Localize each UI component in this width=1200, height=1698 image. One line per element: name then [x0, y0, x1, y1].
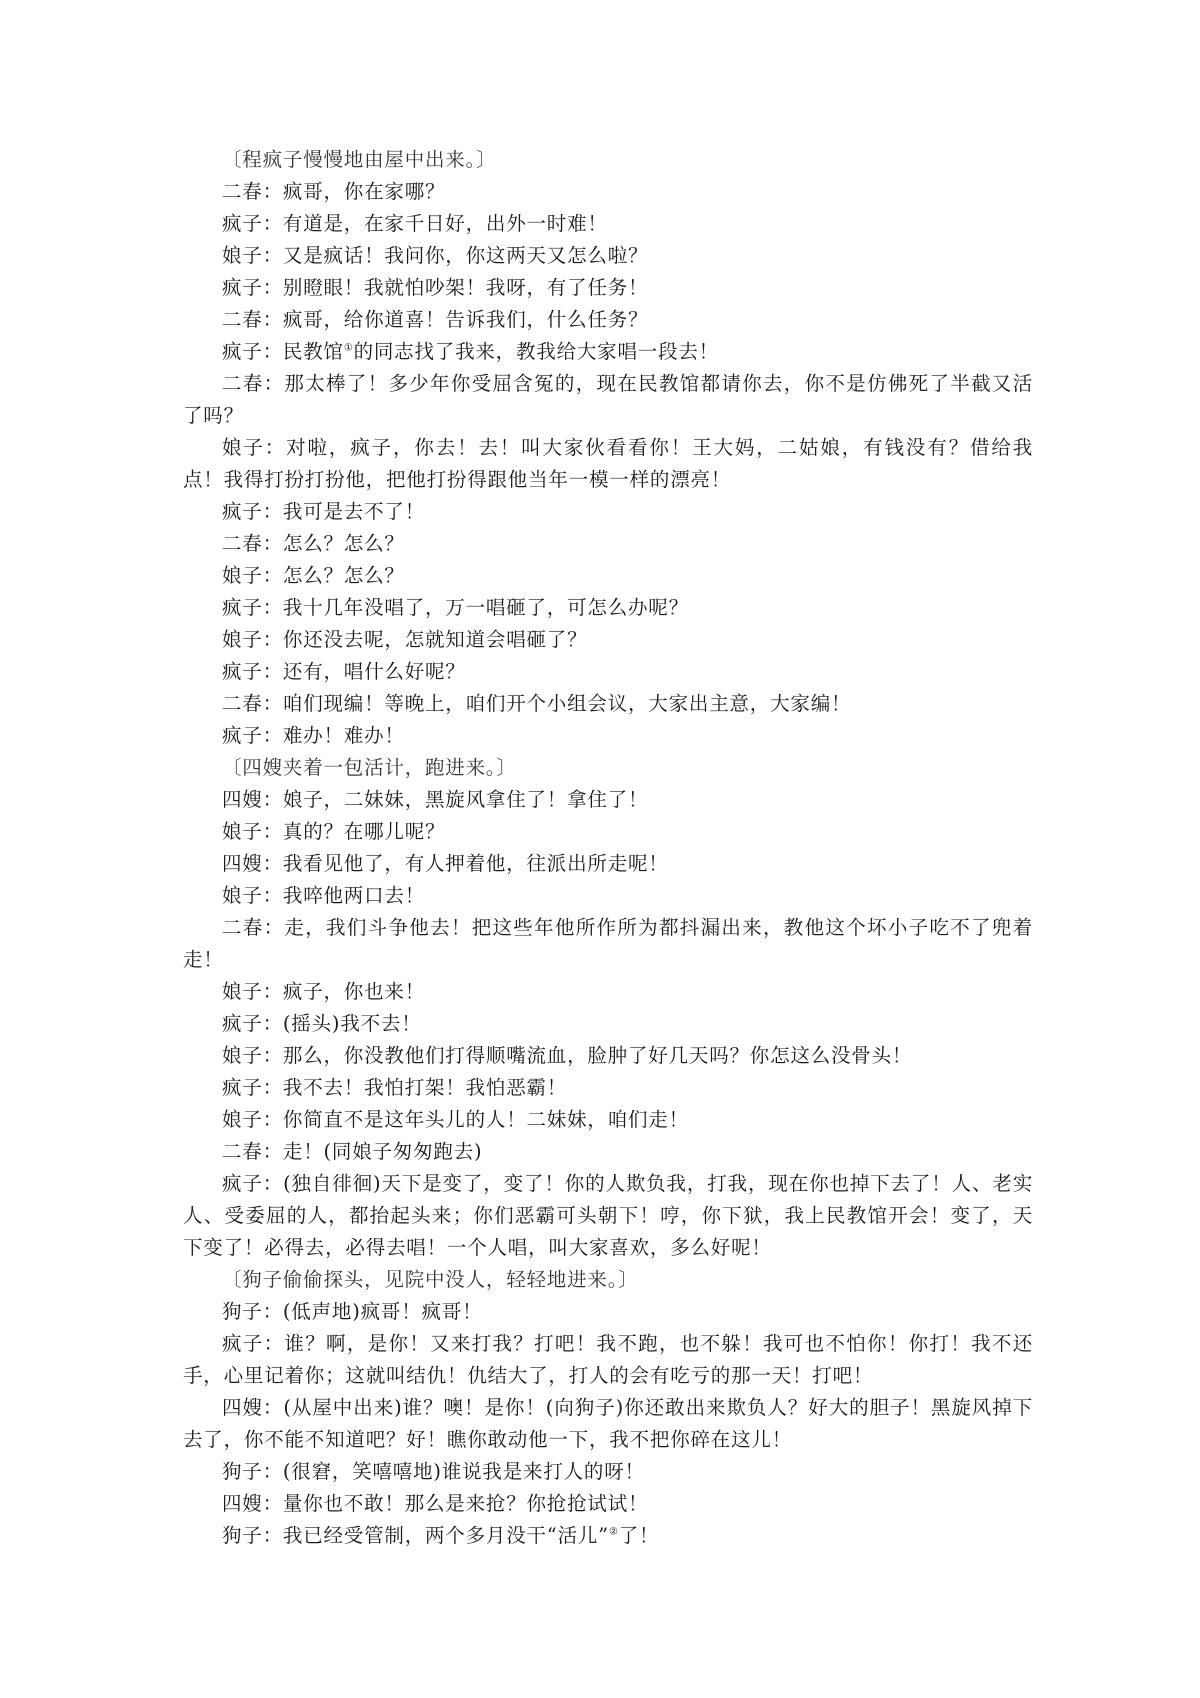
footnote-marker: ②	[608, 1526, 619, 1538]
dialog-line: 疯子：难办！难办！	[222, 724, 405, 747]
dialog-line: 娘子：你还没去呢，怎就知道会唱砸了？	[222, 628, 588, 651]
dialog-line: 疯子：谁？啊，是你！又来打我？打吧！我不跑，也不躲！我可也不怕你！你打！我不还手，心里记着你；这就叫结仇！仇结大了，打人的会有吃亏的那一天！打吧！	[183, 1332, 1033, 1387]
dialog-text: 疯子：民教馆	[222, 340, 344, 363]
script-page	[183, 144, 1033, 1552]
dialog-line: 疯子：(摇头)我不去！	[222, 1012, 422, 1035]
dialog-line: 疯子：还有，唱什么好呢？	[222, 660, 466, 683]
dialog-line-with-footnote	[183, 336, 1033, 368]
dialog-line: 二春：怎么？怎么？	[222, 532, 405, 555]
dialog-line: 娘子：怎么？怎么？	[222, 564, 405, 587]
dialog-line: 疯子：别瞪眼！我就怕吵架！我呀，有了任务！	[222, 276, 649, 299]
stage-direction: 〔程疯子慢慢地由屋中出来。〕	[222, 148, 497, 171]
dialog-line: 狗子：(很窘，笑嘻嘻地)谁说我是来打人的呀！	[222, 1460, 645, 1483]
dialog-line: 狗子：(低声地)疯哥！疯哥！	[222, 1300, 483, 1323]
dialog-line: 娘子：疯子，你也来！	[222, 980, 426, 1003]
dialog-line: 娘子：我啐他两口去！	[222, 884, 426, 907]
dialog-line: 二春：咱们现编！等晚上，咱们开个小组会议，大家出主意，大家编！	[222, 692, 852, 715]
dialog-line: 疯子：有道是，在家千日好，出外一时难！	[222, 212, 608, 235]
dialog-line: 二春：那太棒了！多少年你受屈含冤的，现在民教馆都请你去，你不是仿佛死了半截又活了吗？	[183, 372, 1033, 427]
dialog-line: 疯子：我十几年没唱了，万一唱砸了，可怎么办呢？	[222, 596, 689, 619]
dialog-line: 娘子：那么，你没教他们打得顺嘴流血，脸肿了好几天吗？你怎这么没骨头！	[222, 1044, 913, 1067]
dialog-line: 娘子：对啦，疯子，你去！去！叫大家伙看看你！王大妈，二姑娘，有钱没有？借给我点！我得打扮打扮他，把他打扮得跟他当年一模一样的漂亮！	[183, 436, 1033, 491]
dialog-text: 的同志找了我来，教我给大家唱一段去！	[353, 340, 719, 363]
stage-direction: 〔狗子偷偷探头，见院中没人，轻轻地进来。〕	[222, 1268, 639, 1291]
dialog-line: 二春：疯哥，给你道喜！告诉我们，什么任务？	[222, 308, 649, 331]
dialog-line: 娘子：真的？在哪儿呢？	[222, 820, 446, 843]
dialog-line: 娘子：你简直不是这年头儿的人！二妹妹，咱们走！	[222, 1108, 689, 1131]
dialog-line: 四嫂：我看见他了，有人押着他，往派出所走呢！	[222, 852, 669, 875]
dialog-text: 狗子：我已经受管制，两个多月没干“活儿”	[222, 1524, 609, 1547]
dialog-line: 娘子：又是疯话！我问你，你这两天又怎么啦？	[222, 244, 649, 267]
dialog-line: 四嫂：(从屋中出来)谁？噢！是你！(向狗子)你还敢出来欺负人？好大的胆子！黑旋风掉下去了，你不能不知道吧？好！瞧你敢动他一下，我不把你碎在这儿！	[183, 1396, 1033, 1451]
dialog-line: 四嫂：娘子，二妹妹，黑旋风拿住了！拿住了！	[222, 788, 649, 811]
dialog-text: 了！	[618, 1524, 660, 1547]
dialog-line: 二春：疯哥，你在家哪？	[222, 180, 446, 203]
footnote-marker: ①	[343, 342, 354, 354]
stage-direction: 〔四嫂夹着一包活计，跑进来。〕	[222, 756, 517, 779]
dialog-line: 二春：走！(同娘子匆匆跑去)	[222, 1140, 483, 1163]
dialog-line-with-footnote	[183, 1520, 1033, 1552]
dialog-line: 疯子：我可是去不了！	[222, 500, 426, 523]
dialog-line: 疯子：(独自徘徊)天下是变了，变了！你的人欺负我，打我，现在你也掉下去了！人、老实人、受委屈的人，都抬起头来；你们恶霸可头朝下！哼，你下狱，我上民教馆开会！变了，天下变了！必得去，必得去唱！一个人唱，叫大家喜欢，多么好呢！	[183, 1172, 1033, 1259]
dialog-line: 二春：走，我们斗争他去！把这些年他所作所为都抖漏出来，教他这个坏小子吃不了兜着走！	[183, 916, 1033, 971]
dialog-line: 疯子：我不去！我怕打架！我怕恶霸！	[222, 1076, 568, 1099]
dialog-line: 四嫂：量你也不敢！那么是来抢？你抢抢试试！	[222, 1492, 649, 1515]
